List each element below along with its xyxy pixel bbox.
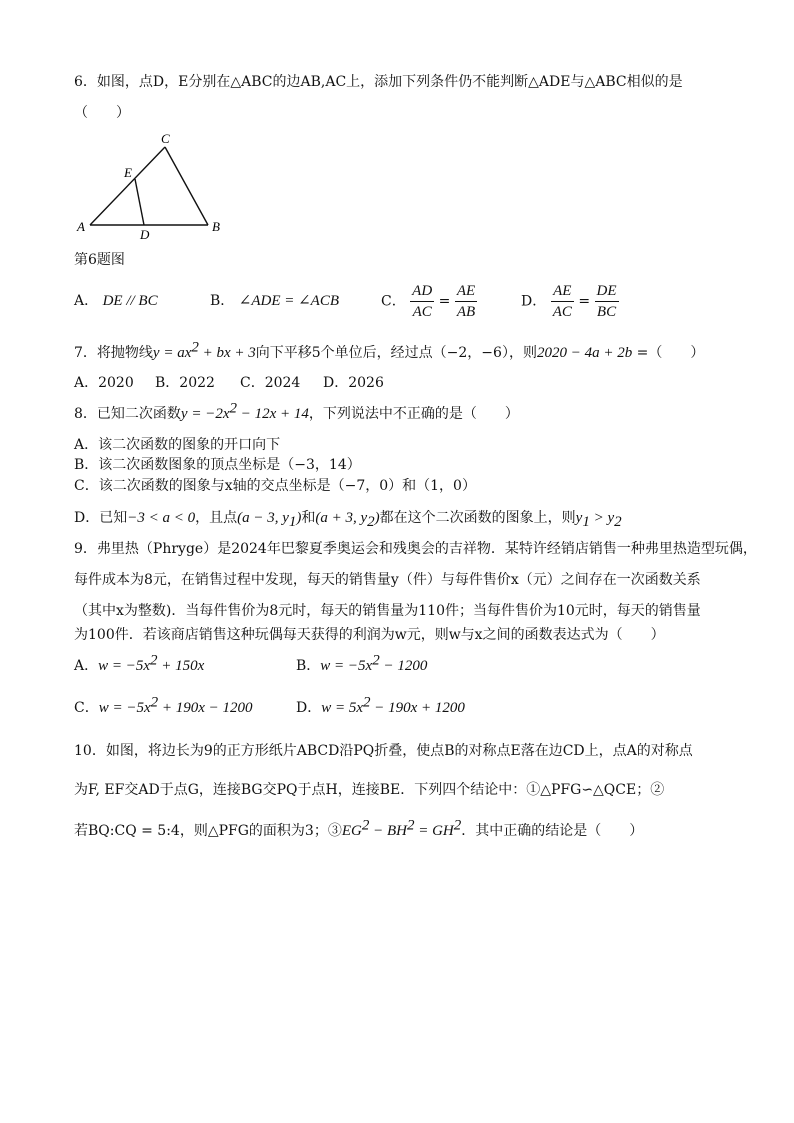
q10-line-1: 10．如图，将边长为9的正方形纸片ABCD沿PQ折叠，使点B的对称点E落在边CD上，点A的对称点	[74, 743, 693, 759]
option-letter: A．	[74, 293, 99, 309]
label-B: B	[212, 219, 220, 234]
label-C: C	[161, 131, 170, 146]
q9-line-1: 9．弗里热（Phryge）是2024年巴黎夏季奥运会和残奥会的吉祥物．某特许经销店销售一种弗里热造型玩偶，	[74, 541, 757, 557]
label-E: E	[124, 165, 132, 180]
q9-option-c: C．$w = -5x^2 + 190x - 1200$	[74, 694, 253, 716]
q6-option-d	[521, 281, 619, 322]
label-D: D	[140, 227, 150, 240]
q9-option-b: B．$w = -5x^2 - 1200$	[296, 652, 428, 674]
equals-sign: =	[578, 293, 591, 310]
q7-stem: 7．将抛物线$y = ax^2$ + bx + 3向下平移5个单位后，经过点（−2，−6），则2020 − 4a + 2b =（ ）	[74, 339, 705, 361]
q8-option-b: B．该二次函数图象的顶点坐标是（−3，14）	[74, 457, 361, 473]
q9-line-2: 每件成本为8元，在销售过程中发现，每天的销售量y（件）与每件售价x（元）之间存在一次函数关系	[74, 572, 701, 588]
equals-sign: =	[438, 293, 451, 310]
option-expression: ∠ADE = ∠ACB	[238, 293, 339, 309]
q6-option-b	[210, 292, 339, 310]
q9-line-3: （其中x为整数)．当每件售价为8元时，每天的销售量为110件；当每件售价为10元时，每天的销售量	[74, 603, 701, 619]
q6-answer-paren: （ ）	[74, 105, 130, 121]
q8-option-c: C．该二次函数的图象与x轴的交点坐标是（−7，0）和（1，0）	[74, 478, 476, 494]
side-BC	[165, 147, 208, 225]
q7-option-b: B．2022	[155, 375, 215, 391]
q10-line-3: 若BQ:CQ = 5:4，则△PFG的面积为3；$③EG^2 - BH^2 = GH^2$．其中正确的结论是（ ）	[74, 817, 644, 839]
q7-option-c: C．2024	[240, 375, 301, 391]
fraction: $\frac{AE}{AB}$	[456, 283, 476, 320]
q8-option-a: A．该二次函数的图象的开口向下	[74, 437, 281, 453]
q7-option-a: A．2020	[74, 375, 134, 391]
option-expression: DE // BC	[102, 293, 158, 309]
q9-option-d: D．$w = 5x^2 - 190x + 1200$	[296, 694, 465, 716]
q6-option-c	[381, 281, 477, 322]
segment-DE	[135, 179, 144, 225]
fraction: $\frac{AE}{AC}$	[552, 283, 572, 320]
option-letter: D．	[521, 293, 547, 310]
q6-stem: 6．如图，点D，E分别在△ABC的边AB,AC上，添加下列条件仍不能判断△ADE与△ABC相似的是	[74, 74, 683, 90]
q6-triangle-figure	[72, 128, 232, 240]
q8-stem: 8．已知二次函数$y = -2x^2 - 12x + 14$，下列说法中不正确的是（ ）	[74, 400, 519, 422]
q9-option-a: A．$w = -5x^2 + 150x$	[74, 652, 205, 674]
side-AC	[90, 147, 165, 225]
q10-line-2: 为F, EF交AD于点G，连接BG交PQ于点H，连接BE．下列四个结论中：①△PFG∽△QCE；②	[74, 782, 665, 798]
q6-option-a	[74, 292, 158, 310]
q7-option-d: D．2026	[323, 375, 384, 391]
q9-line-4: 为100件．若该商店销售这种玩偶每天获得的利润为w元，则w与x之间的函数表达式为（ ）	[74, 627, 665, 643]
q8-option-d: D．已知−3 < a < 0，且点(a − 3, $y_1$)和(a + 3, $y_2$)都在这个二次函数的图象上，则$y_1 > y_2$	[74, 510, 622, 530]
q6-figure-caption: 第6题图	[74, 252, 125, 268]
option-letter: C．	[381, 293, 406, 310]
option-letter: B．	[210, 293, 235, 309]
fraction: $\frac{DE}{BC}$	[596, 283, 617, 320]
label-A: A	[77, 219, 85, 234]
fraction: $\frac{AD}{AC}$	[412, 283, 433, 320]
